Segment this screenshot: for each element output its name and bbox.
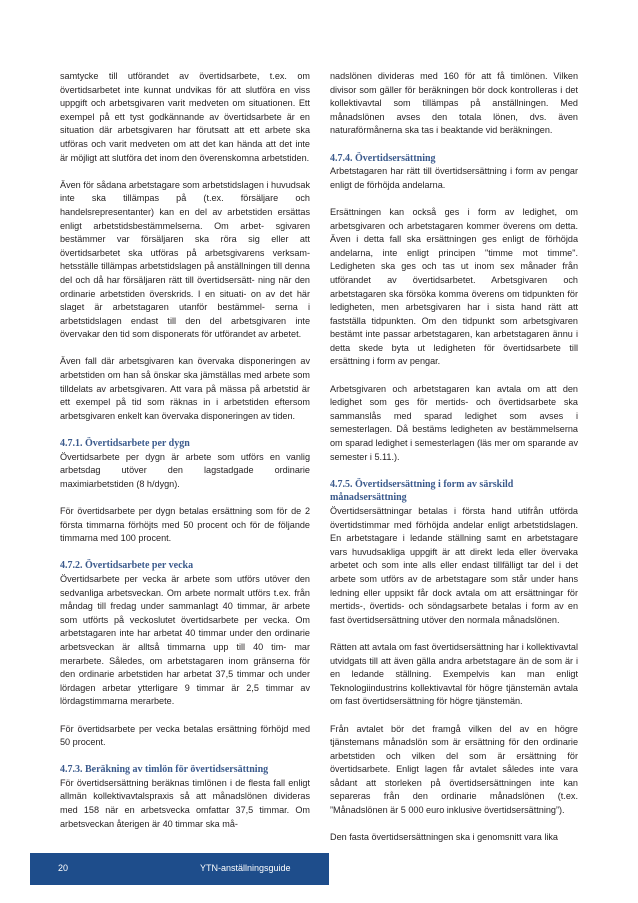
paragraph: Rätten att avtala om fast övertidsersättning har i kollektivavtal utvidgats till att även gälla andra arbetstagare än de som är i en ledande ställning. Exempelvis kan man enligt Teknologiindustrins kollektivavtal för högre tjänstemän avtala om fast övertidsersättning för högre tjänstemän. [330,641,578,707]
paragraph: För övertidsarbete per vecka betalas ersättning förhöjd med 50 procent. [60,723,310,748]
page-footer [30,853,329,885]
paragraph: Även för sådana arbetstagare som arbetstidslagen i huvudsak inte ska tillämpas på (t.ex. försäljare och handelsrepresentanter) kan en del av arbetstiden ersättas enligt arbetstidsbestämmelserna. Om arbet- sgivaren bestämmer var försäljaren ska röra sig eller att övertidsarbetet ska utföras på arbetsgivarens verksam- hetsställe tillämpas arbetstidslagen på anställningen till denna del och då har försäljaren rätt till övertidsersätt- ning när den ordinarie arbetstiden överskrids. I en situati- on av det här slaget är arbetstagaren utanför bestämmel- serna i arbetstidslagen endast till den del arbetsgivaren inte övervakar den tid som disponerats för utförandet av arbetet. [60,179,310,340]
paragraph: Arbetsgivaren och arbetstagaren kan avtala om att den ledighet som ges för mertids- och övertidsarbete ska sammanslås med sparad ledighet som avses i semesterlagen. Då bestäms ledigheten av bestämmelserna om sparad ledighet i semesterlagen (läs mer om sparande av semester i 5.11.). [330,383,578,462]
paragraph: Den fasta övertidsersättningen ska i genomsnitt vara lika [330,832,558,843]
paragraph: Ersättningen kan också ges i form av ledighet, om arbetsgivaren och arbetstagaren kommer överens om detta. Även i detta fall ska ersättningen ges enligt de förhöjda andelarna, inte enligt principen "timme mot timme". Ledigheten ska ges och tas ut inom sex månader från utförandet av övertidsarbetet. Arbetsgivaren och arbetstagaren ska försöka komma överens om tidpunkten för ledigheten, men arbetsgivaren har i sista hand rätt att fastställa tidpunkten. Om den tidpunkt som arbetsgivaren bestämt inte passar arbetstagaren, kan arbetstagaren ännu i detta skede byta ut ledigheten för övertidsarbete till ersättning i form av pengar. [330,206,578,367]
paragraph: Övertidsersättningar betalas i första hand utifrån utförda övertidstimmar med förhöjda andelar enligt arbetstidslagen. En arbetstagare i ledande ställning samt en arbetstagare vars huvudsakliga uppgift är att direkt leda eller övervaka arbetet och som inte alls eller endast tillfälligt tar del i det arbete som utförs av de arbetstagare som står under hans ledning eller uppsikt får dock avtala om att ersättningar för mertids-, övertids- och söndagsarbete betalas i form av en fast övertidsersättning utöver den normala månadslönen. [330,506,578,625]
paragraph: samtycke till utförandet av övertidsarbete, t.ex. om övertidsarbetet inte kunnat undvikas för att slutföra en viss uppgift och arbetsgivaren varit medveten om situationen. Ett exempel på ett tyst godkännande av övertidsarbete är en situation där arbetsgivaren har förutsatt att ett arbete ska utföras och varit medveten om att det kan hända att det inte är möjligt att slutföra det inom den överenskomna arbetstiden. [60,71,310,163]
section-heading-4-7-3: 4.7.3. Beräkning av timlön för övertidsersättning [60,764,269,776]
paragraph: Även fall där arbetsgivaren kan övervaka disponeringen av arbetstiden om han så önskar ska jämställas med arbete som tilldelats av arbetsgivaren. Att vara på mässa på arbetstid är ett exempel på tid som räknas in i arbetstiden eftersom arbetsgivaren enkelt kan övervaka disponeringen av tiden. [60,356,310,421]
paragraph: nadslönen divideras med 160 för att få timlönen. Vilken divisor som gäller för beräkningen bör dock kontrolleras i det kollektivavtal som tillämpas på anställningen. Med månadslönen avses den totala lönen, dvs. även naturaförmånerna ska tas i beaktande vid beräkningen. [330,71,578,136]
paragraph: Arbetstagaren har rätt till övertidsersättning i form av pengar enligt de förhöjda andelarna. [330,166,578,190]
page-number: 20 [58,863,69,873]
paragraph: Övertidsarbete per dygn är arbete som utförs en vanlig arbetsdag utöver den lagstadgade ordinarie maximiarbetstiden (8 h/dygn). [60,451,310,489]
paragraph: För övertidsersättning beräknas timlönen i de flesta fall enligt allmän kollektivavtalspraxis så att månadslönen divideras med 158 när en arbetsvecka omfattar 37,5 timmar. Om arbetsveckan återigen är 40 timmar ska må- [60,777,310,829]
paragraph: Från avtalet bör det framgå vilken del av en högre tjänstemans månadslön som är ersättning för den ordinarie arbetstiden och vilken del som är ersättning för övertidsarbete. Enligt lagen får avtalet således inte vara sådant att storleken på övertidsersättningen inte kan separeras från den ordinarie månadslönen (t.ex. ”Månadslönen är 5 000 euro inklusive övertidsersättning”). [330,723,578,816]
paragraph: Övertidsarbete per vecka är arbete som utförs utöver den sedvanliga arbetsveckan. Om arbete normalt utförs t.ex. från måndag till fredag under sammanlagt 40 timmar, är arbete som utförts på veckoslutet övertidsarbete per vecka. Om arbetstagaren inte har arbetat 40 timmar under den ordinarie arbetsveckan är alltså timmarna upp till 40 tim- mar merarbete. Således, om arbetstagaren inom gränserna för den ordinarie arbetstiden har arbetat 37,5 timmar och under lördagen arbetar ytterligare 9 timmar är 2,5 timmar av lördagstimmarna merarbete. [60,573,310,707]
section-heading-4-7-2: 4.7.2. Övertidsarbete per vecka [60,560,194,572]
section-heading-4-7-5: 4.7.5. Övertidsersättning i form av särskild månadsersättning [330,478,514,504]
section-heading-4-7-4: 4.7.4. Övertidsersättning [330,152,436,164]
section-heading-4-7-1: 4.7.1. Övertidsarbete per dygn [60,438,190,450]
left-column [60,70,310,845]
paragraph: För övertidsarbete per dygn betalas ersättning som för de 2 första timmarna förhöjts med 50 procent och för de följande timmarna med 100 procent. [60,506,310,544]
right-column [330,70,578,858]
guide-title: YTN-anställningsguide [200,863,291,873]
